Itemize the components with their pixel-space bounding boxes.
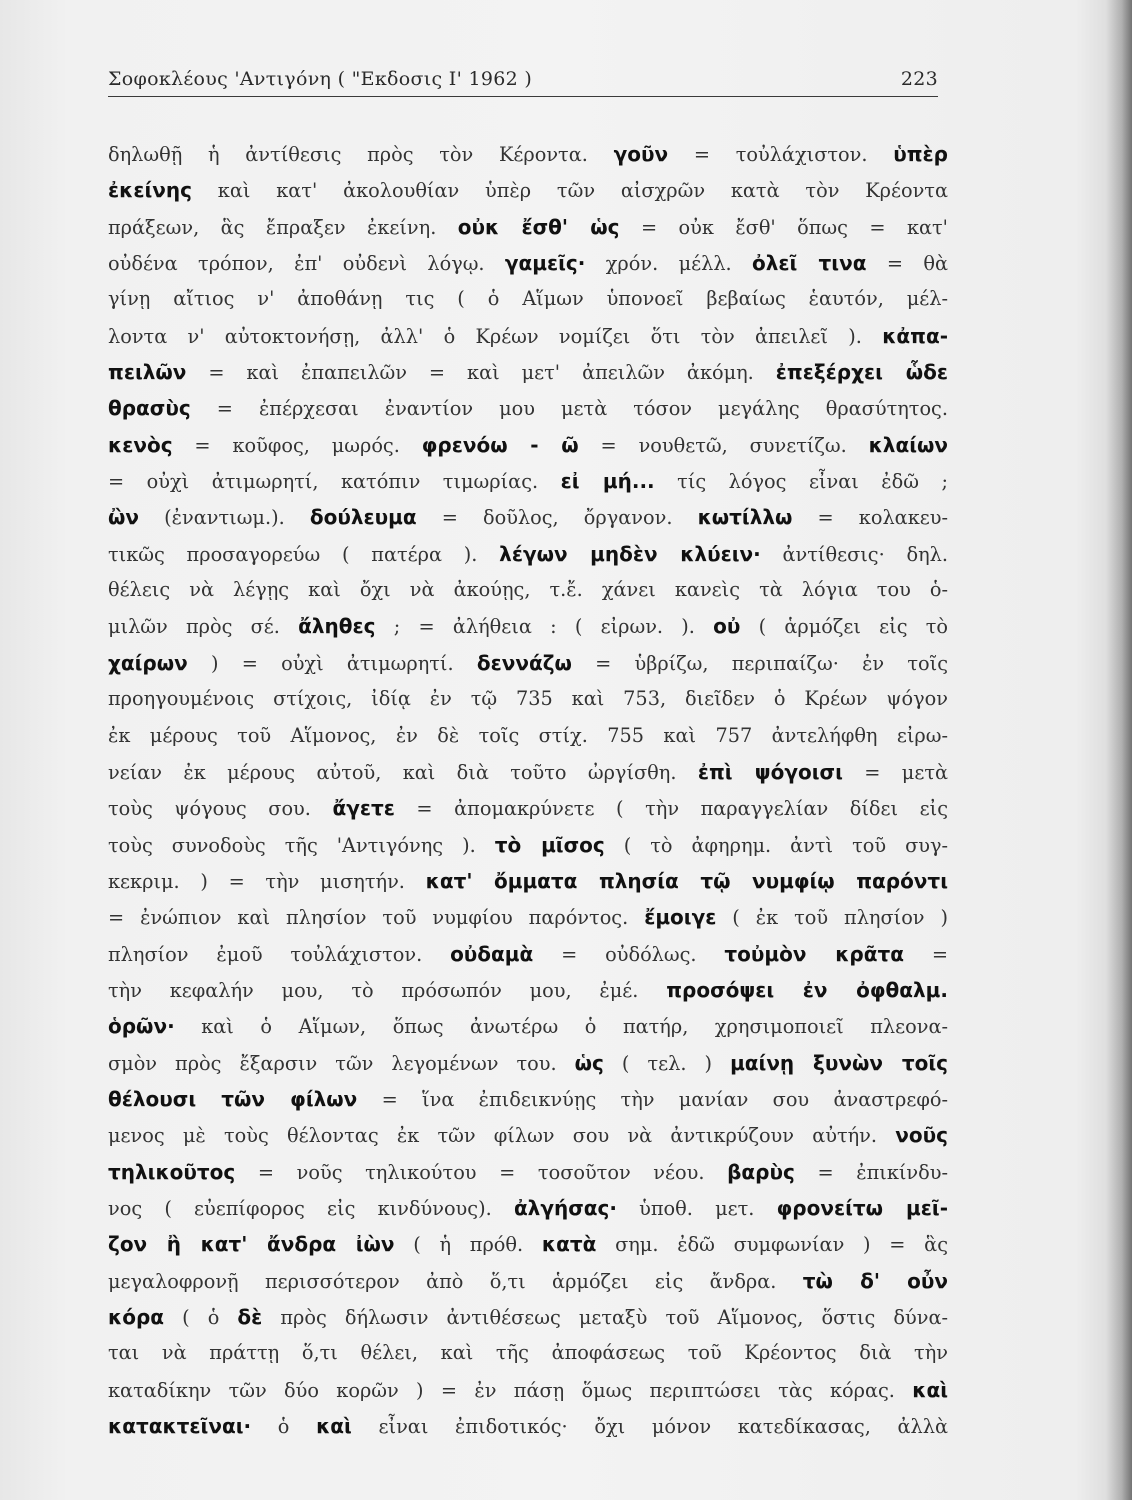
text-line xyxy=(108,245,948,281)
text-line xyxy=(108,281,948,317)
gloss-text: μιλῶν πρὸς σέ. xyxy=(108,615,299,639)
gloss-text: = κολακευ- xyxy=(792,506,948,530)
text-line xyxy=(108,463,948,499)
text-line xyxy=(108,390,948,426)
text-line xyxy=(108,354,948,390)
text-line xyxy=(108,572,948,608)
gloss-text: μεγαλοφρονῇ περισσότερον ἀπὸ ὅ,τι ἁρμόζει εἰς ἄνδρα. xyxy=(108,1269,803,1293)
lemma-bold: οὐδαμὰ xyxy=(450,941,534,966)
lemma-bold: κενὸς xyxy=(108,432,173,457)
text-line xyxy=(108,209,948,245)
lemma-bold: προσόψει ἐν ὀφθαλμ. xyxy=(666,977,948,1002)
lemma-bold: δούλευμα xyxy=(309,505,417,530)
commentary-text xyxy=(108,136,948,1444)
lemma-bold: πειλῶν xyxy=(108,360,187,385)
text-line xyxy=(108,754,948,790)
gloss-text: = ἵνα ἐπιδεικνύῃς τὴν μανίαν σου ἀναστρεφό- xyxy=(357,1087,948,1111)
lemma-bold: ἐκείνης xyxy=(108,178,192,203)
gloss-text: ὑποθ. μετ. xyxy=(616,1196,777,1220)
lemma-bold: μαίνῃ ξυνὼν τοῖς xyxy=(730,1050,948,1075)
gloss-text: = ὑβρίζω, περιπαίζω· ἐν τοῖς xyxy=(571,651,948,675)
text-line xyxy=(108,318,948,354)
lemma-bold: τὼ δ' οὖν xyxy=(802,1268,948,1293)
page-spine-shadow xyxy=(1106,0,1132,1500)
gloss-text: οὐδένα τρόπον, ἐπ' οὐδενὶ λόγῳ. xyxy=(108,252,505,276)
gloss-text: λοντα ν' αὐτοκτονήσῃ, ἀλλ' ὁ Κρέων νομίζει ὅτι τὸν ἀπειλεῖ ). xyxy=(108,324,883,348)
lemma-bold: ἐπὶ ψόγοισι xyxy=(697,759,843,784)
lemma-bold: φρονείτω μεῖ- xyxy=(776,1195,948,1220)
text-line xyxy=(108,936,948,972)
gloss-text: χρόν. μέλλ. xyxy=(585,252,753,276)
gloss-text: = ἐπικίνδυ- xyxy=(794,1160,949,1184)
gloss-text: ται νὰ πράττῃ ὅ,τι θέλει, καὶ τῆς ἀποφάσεως τοῦ Κρέοντος διὰ τὴν xyxy=(108,1341,948,1365)
gloss-text: θέλεις νὰ λέγῃς καὶ ὄχι νὰ ἀκούῃς, τ.ἔ. χάνει κανεὶς τὰ λόγια του ὁ- xyxy=(108,578,948,602)
gloss-text: = οὐχὶ ἀτιμωρητί, κατόπιν τιμωρίας. xyxy=(108,470,561,494)
gloss-text: πρὸς δήλωσιν ἀντιθέσεως μεταξὺ τοῦ Αἵμονος, ὅστις δύνα- xyxy=(262,1306,948,1329)
gloss-text: νείαν ἐκ μέρους αὐτοῦ, καὶ διὰ τοῦτο ὠργίσθη. xyxy=(108,760,698,784)
lemma-bold: βαρὺς xyxy=(727,1159,795,1184)
lemma-bold: τηλικοῦτος xyxy=(108,1159,236,1184)
gloss-text: (ἐναντιωμ.). xyxy=(139,506,310,530)
lemma-bold: κατ' ὄμματα πλησία τῷ νυμφίῳ παρόντι xyxy=(425,868,948,893)
gloss-text: νος ( εὐεπίφορος εἰς κινδύνους). xyxy=(108,1196,514,1220)
gloss-text: πλησίον ἐμοῦ τοὐλάχιστον. xyxy=(108,942,451,966)
text-line xyxy=(108,536,948,572)
lemma-bold: θέλουσι τῶν φίλων xyxy=(108,1086,358,1111)
gloss-text: καὶ ὁ Αἵμων, ὅπως ἀνωτέρω ὁ πατήρ, χρησιμοποιεῖ πλεονα- xyxy=(174,1015,948,1039)
lemma-bold: χαίρων xyxy=(108,650,188,675)
text-line xyxy=(108,681,948,717)
gloss-text: κεκριμ. ) = τὴν μισητήν. xyxy=(108,869,426,893)
text-line xyxy=(108,1117,948,1153)
lemma-bold: γοῦν xyxy=(613,142,669,166)
gloss-text: ὁ xyxy=(251,1415,317,1439)
lemma-bold: δεννάζω xyxy=(476,650,572,675)
gloss-text: = νουθετῶ, συνετίζω. xyxy=(578,433,869,457)
text-line xyxy=(108,790,948,826)
text-line xyxy=(108,172,948,208)
lemma-bold: γαμεῖς· xyxy=(504,251,586,276)
gloss-text: ( ὁ xyxy=(164,1306,238,1329)
gloss-text: = ἐνώπιον καὶ πλησίον τοῦ νυμφίου παρόντος. xyxy=(108,906,645,930)
text-line xyxy=(108,1263,948,1299)
lemma-bold: καὶ xyxy=(912,1377,948,1402)
gloss-text: τὴν κεφαλήν μου, τὸ πρόσωπόν μου, ἐμέ. xyxy=(108,978,667,1002)
lemma-bold: τὸ μῖσος xyxy=(494,832,605,857)
text-line xyxy=(108,1226,948,1262)
lemma-bold: ὀλεῖ τινα xyxy=(752,251,867,276)
lemma-bold: κωτίλλω xyxy=(697,505,793,530)
lemma-bold: ζον ἢ κατ' ἄνδρα ἰὼν xyxy=(108,1232,395,1257)
lemma-bold: κατὰ xyxy=(541,1232,597,1257)
gloss-text: ) = οὐχὶ ἀτιμωρητί. xyxy=(187,651,477,675)
gloss-text: ( ἡ πρόθ. xyxy=(394,1233,542,1257)
text-line xyxy=(108,1154,948,1190)
text-line xyxy=(108,1372,948,1408)
lemma-bold: κατακτεῖναι· xyxy=(108,1414,252,1439)
gloss-text: πράξεων, ἃς ἔπραξεν ἐκείνη. xyxy=(108,215,458,239)
lemma-bold: ἀλγήσας· xyxy=(513,1195,617,1220)
gloss-text: τικῶς προσαγορεύω ( πατέρα ). xyxy=(108,542,500,566)
lemma-bold: οὐκ ἔσθ' ὡς xyxy=(457,214,620,239)
lemma-bold: κἀπα- xyxy=(882,323,948,348)
text-line xyxy=(108,827,948,863)
lemma-bold: φρενόω - ῶ xyxy=(421,432,579,457)
running-header-title: Σοφοκλέους 'Αντιγόνη ( "Εκδοσις Ι' 1962 ) xyxy=(108,68,533,90)
lemma-bold: λέγων μηδὲν κλύειν· xyxy=(499,541,761,566)
gloss-text: προηγουμένοις στίχοις, ἰδίᾳ ἐν τῷ 735 καὶ 753, διεῖδεν ὁ Κρέων ψόγον xyxy=(108,687,948,711)
gloss-text: δηλωθῇ ἡ ἀντίθεσις πρὸς τὸν Κέροντα. xyxy=(108,143,614,166)
lemma-bold: ἔμοιγε xyxy=(644,905,717,930)
gloss-text: ( ἐκ τοῦ πλησίον ) xyxy=(716,906,948,930)
lemma-bold: ἐπεξέρχει ὧδε xyxy=(775,360,948,385)
text-line xyxy=(108,608,948,644)
text-line xyxy=(108,499,948,535)
lemma-bold: τοὐμὸν κρᾶτα xyxy=(724,941,904,966)
lemma-bold: ὢν xyxy=(108,505,140,530)
lemma-bold: κόρα xyxy=(108,1305,165,1329)
gloss-text: = δοῦλος, ὄργανον. xyxy=(416,506,698,530)
lemma-bold: θρασὺς xyxy=(108,396,191,421)
gloss-text: καὶ κατ' ἀκολουθίαν ὑπὲρ τῶν αἰσχρῶν κατὰ τὸν Κρέοντα xyxy=(191,179,948,203)
gloss-text: ( ἁρμόζει εἰς τὸ xyxy=(740,615,949,639)
gloss-text: εἶναι ἐπιδοτικός· ὄχι μόνον κατεδίκασας, ἀλλὰ xyxy=(351,1415,948,1439)
text-line xyxy=(108,1081,948,1117)
gloss-text: ( τελ. ) xyxy=(603,1051,731,1075)
gloss-text: = xyxy=(903,942,948,966)
text-line xyxy=(108,427,948,463)
gloss-text: = ἀπομακρύνετε ( τὴν παραγγελίαν δίδει εἰς xyxy=(394,797,948,821)
gloss-text: = ἐπέρχεσαι ἐναντίον μου μετὰ τόσον μεγάλης θρασύτητος. xyxy=(190,397,948,421)
lemma-bold: οὐ xyxy=(713,614,741,639)
gloss-text: = μετὰ xyxy=(842,760,949,784)
text-line xyxy=(108,645,948,681)
text-line xyxy=(108,1190,948,1226)
gloss-text: μενος μὲ τοὺς θέλοντας ἐκ τῶν φίλων σου νὰ ἀντικρύζουν αὐτήν. xyxy=(108,1124,896,1148)
lemma-bold: κλαίων xyxy=(868,432,948,457)
gloss-text: ; = ἀλήθεια : ( εἰρων. ). xyxy=(375,615,714,639)
text-line xyxy=(108,972,948,1008)
gloss-text: γίνῃ αἴτιος ν' ἀποθάνῃ τις ( ὁ Αἵμων ὑπονοεῖ βεβαίως ἑαυτόν, μέλ- xyxy=(108,287,948,311)
lemma-bold: νοῦς xyxy=(895,1123,948,1148)
page-number: 223 xyxy=(900,68,938,90)
gloss-text: τοὺς ψόγους σου. xyxy=(108,797,333,821)
text-line xyxy=(108,136,948,172)
lemma-bold: εἰ μή... xyxy=(560,469,655,494)
lemma-bold: ὡς xyxy=(574,1050,604,1075)
gloss-text: = τοὐλάχιστον. xyxy=(668,143,894,166)
gloss-text: τοὺς συνοδοὺς τῆς 'Αντιγόνης ). xyxy=(108,833,495,857)
gloss-text: ἀντίθεσις· δηλ. xyxy=(760,542,948,566)
lemma-bold: δὲ xyxy=(237,1305,263,1329)
gloss-text: = οὐκ ἔσθ' ὅπως = κατ' xyxy=(619,215,948,239)
text-line xyxy=(108,899,948,935)
lemma-bold: ὑπὲρ xyxy=(893,142,948,166)
lemma-bold: καὶ xyxy=(316,1414,352,1439)
gloss-text: σμὸν πρὸς ἔξαρσιν τῶν λεγομένων του. xyxy=(108,1051,575,1075)
text-line xyxy=(108,718,948,754)
text-line xyxy=(108,863,948,899)
gloss-text: = οὐδόλως. xyxy=(533,942,725,966)
lemma-bold: ἄληθες xyxy=(298,614,376,639)
gloss-text: = νοῦς τηλικούτου = τοσοῦτον νέου. xyxy=(235,1160,728,1184)
gloss-text: τίς λόγος εἶναι ἐδῶ ; xyxy=(654,470,948,494)
lemma-bold: ἄγετε xyxy=(332,796,395,821)
gloss-text: ( τὸ ἀφηρημ. ἀντὶ τοῦ συγ- xyxy=(604,833,949,857)
gloss-text: σημ. ἐδῶ συμφωνίαν ) = ἃς xyxy=(596,1233,948,1257)
gloss-text: καταδίκην τῶν δύο κορῶν ) = ἐν πάσῃ ὅμως περιπτώσει τὰς κόρας. xyxy=(108,1378,913,1402)
text-line xyxy=(108,1408,948,1444)
text-line xyxy=(108,1008,948,1044)
text-line xyxy=(108,1335,948,1371)
gloss-text: = θὰ xyxy=(866,252,948,276)
gloss-text: = κοῦφος, μωρός. xyxy=(172,433,422,457)
text-line xyxy=(108,1299,948,1335)
gloss-text: ἐκ μέρους τοῦ Αἵμονος, ἐν δὲ τοῖς στίχ. 755 καὶ 757 ἀντελήφθη εἰρω- xyxy=(108,723,948,747)
text-line xyxy=(108,1045,948,1081)
lemma-bold: ὁρῶν· xyxy=(108,1014,175,1039)
gloss-text: = καὶ ἐπαπειλῶν = καὶ μετ' ἀπειλῶν ἀκόμη. xyxy=(186,361,776,385)
running-header xyxy=(108,60,938,97)
